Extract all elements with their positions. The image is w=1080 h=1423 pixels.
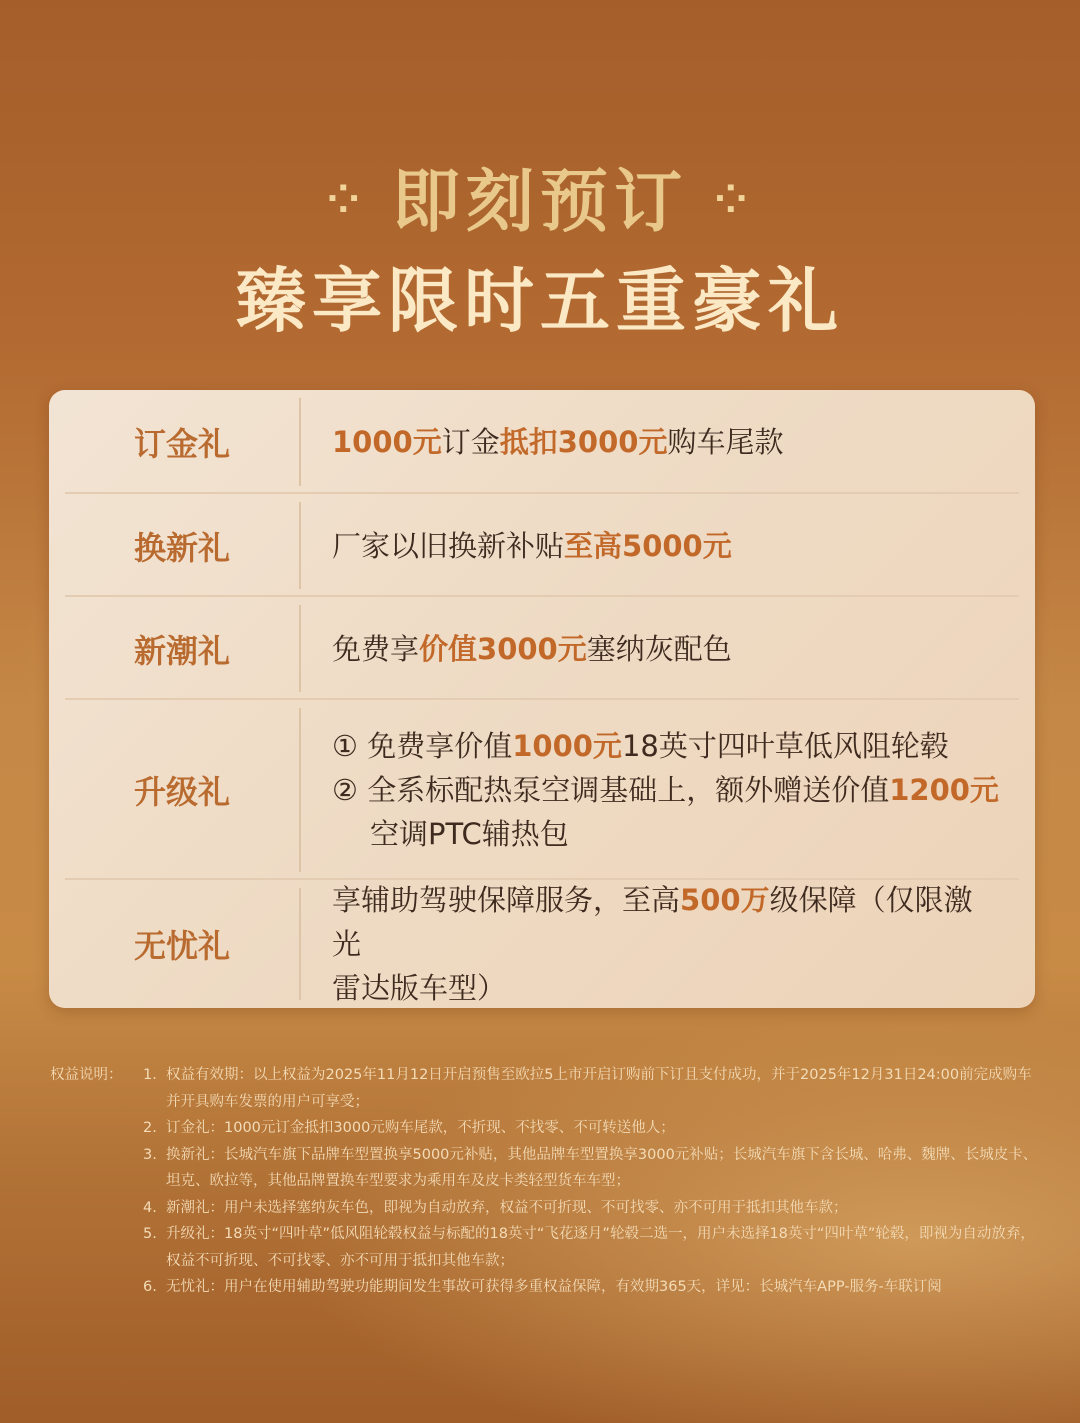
- gift-row-color: [65, 597, 1019, 700]
- gift-label: 订金礼: [133, 425, 230, 463]
- terms-text: 新潮礼：用户未选择塞纳灰车色，即视为自动放弃，权益不可折现、不可找零、亦不可用于抵扣其他车款；: [166, 1199, 848, 1216]
- terms-item: [50, 1221, 1040, 1274]
- gift-row-tradein: [65, 494, 1019, 597]
- column-divider: [299, 502, 301, 589]
- gift-label: 升级礼: [133, 773, 230, 811]
- gift-line-2: 雷达版车型）: [332, 971, 507, 1005]
- body-text: 18英寸四叶草低风阻轮毂: [621, 729, 949, 763]
- gift-row-worryfree: [65, 880, 1019, 1008]
- column-divider: [299, 605, 301, 692]
- title-line2: 臻享限时五重豪礼: [236, 260, 844, 342]
- body-text: 级保障（仅限激光: [332, 883, 973, 961]
- gift-label: 新潮礼: [133, 631, 230, 670]
- column-divider: [299, 888, 301, 1000]
- gift-line-1: [332, 878, 999, 966]
- gift-label: 换新礼: [133, 528, 230, 567]
- highlight-text: 500万: [680, 883, 770, 917]
- gift-content: [332, 880, 999, 1008]
- terms-number: 6.: [143, 1279, 157, 1295]
- highlight-text: 1200元: [889, 773, 999, 807]
- gift-label: 无忧礼: [133, 927, 230, 965]
- terms-section: [50, 1062, 1040, 1301]
- body-text: 享辅助驾驶保障服务，至高: [332, 883, 681, 917]
- terms-item: [50, 1195, 1040, 1222]
- decorative-dots-left-icon: ⁘: [326, 177, 366, 224]
- terms-text: 无忧礼：用户在使用辅助驾驶功能期间发生事故可获得多重权益保障，有效期365天，详见：长城汽车APP-服务-车联订阅: [166, 1279, 942, 1295]
- highlight-text: 1000元: [332, 425, 442, 459]
- terms-item: [50, 1274, 1040, 1301]
- body-text: 订金: [441, 425, 500, 459]
- highlight-text: 价值3000元: [419, 631, 587, 666]
- gift-table: [49, 390, 1035, 1008]
- body-text: 塞纳灰配色: [586, 631, 732, 666]
- body-text: ① 免费享价值: [332, 729, 513, 763]
- body-text: 厂家以旧换新补贴: [332, 528, 565, 563]
- gift-row-upgrade: [65, 700, 1019, 880]
- terms-number: 1.: [143, 1067, 157, 1083]
- terms-item: [50, 1062, 1040, 1115]
- terms-number: 4.: [143, 1199, 157, 1216]
- gift-content: [332, 700, 999, 880]
- terms-item: [50, 1115, 1040, 1142]
- gift-line: [332, 627, 999, 671]
- highlight-text: 1000元: [512, 729, 622, 763]
- terms-text: 权益有效期：以上权益为2025年11月12日开启预售至欧拉5上市开启订购前下订且支付成功，并于2025年12月31日24:00前完成购车并开具购车发票的用户可享受；: [166, 1067, 1032, 1110]
- gift-content: [332, 390, 999, 494]
- column-divider: [299, 708, 301, 872]
- body-text: 免费享: [332, 631, 420, 666]
- terms-heading: 权益说明：: [50, 1067, 123, 1083]
- column-divider: [299, 398, 301, 486]
- terms-number: 5.: [143, 1226, 157, 1242]
- gift-row-deposit: [65, 390, 1019, 494]
- terms-text: 订金礼：1000元订金抵扣3000元购车尾款，不折现、不找零、不可转送他人；: [166, 1120, 675, 1136]
- gift-line-2: [332, 768, 999, 812]
- gift-content: [332, 597, 999, 700]
- title-line1-text: 即刻预订: [391, 163, 688, 242]
- highlight-text: 抵扣3000元: [499, 425, 668, 459]
- terms-number: 3.: [143, 1146, 157, 1163]
- terms-text: 换新礼：长城汽车旗下品牌车型置换享5000元补贴，其他品牌车型置换享3000元补贴；长城汽车旗下含长城、哈弗、魏牌、长城皮卡、坦克、欧拉等，其他品牌置换车型要求为乘用车及皮卡类轻型货车车型；: [166, 1146, 1038, 1189]
- gift-line-1: [332, 724, 999, 768]
- gift-line-3: 空调PTC辅热包: [370, 817, 569, 851]
- gift-content: [332, 494, 999, 597]
- terms-item: [50, 1142, 1040, 1195]
- title-line1: [0, 158, 1080, 251]
- body-text: ② 全系标配热泵空调基础上，额外赠送价值: [332, 773, 890, 807]
- gift-line: [332, 420, 999, 464]
- body-text: 购车尾款: [667, 425, 784, 459]
- terms-text: 升级礼：18英寸“四叶草”低风阻轮毂权益与标配的18英寸“飞花逐月”轮毂二选一，用户未选择18英寸“四叶草”轮毂，即视为自动放弃，权益不可折现、不可找零、亦不可用于抵扣其他车款；: [166, 1226, 1035, 1269]
- highlight-text: 至高5000元: [564, 528, 732, 563]
- decorative-dots-right-icon: ⁘: [714, 177, 754, 224]
- terms-number: 2.: [143, 1120, 157, 1136]
- gift-line: [332, 524, 999, 568]
